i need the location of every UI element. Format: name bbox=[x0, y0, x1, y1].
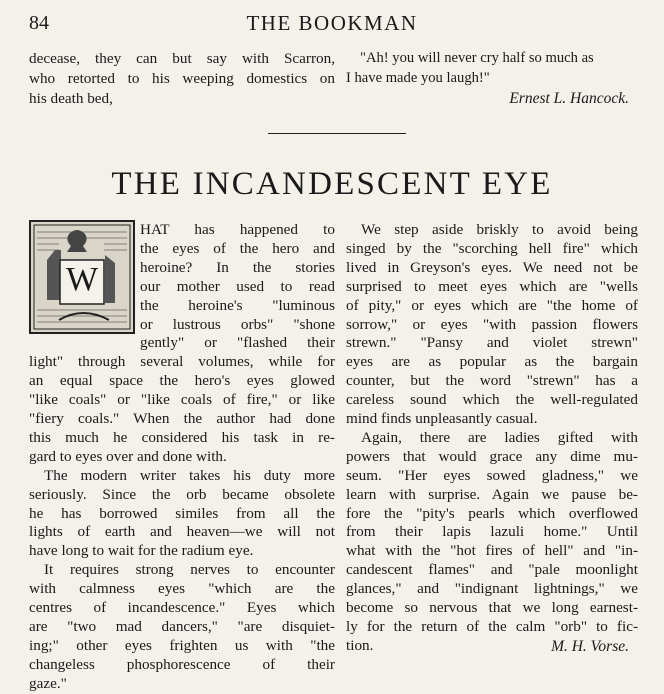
prev-article-line: who retorted to his weeping domestics on bbox=[29, 70, 335, 87]
article-line: tion. bbox=[346, 636, 374, 654]
article-line: have long to wait for the radium eye. bbox=[29, 542, 254, 560]
prev-article-line: his death bed, bbox=[29, 90, 113, 107]
article-line: learn with surprise. Again we pause be- bbox=[346, 485, 638, 503]
article-line: glances," and "indignant lightnings," we bbox=[346, 580, 638, 598]
article-line: or lustrous orbs" "shone bbox=[140, 315, 335, 333]
article-line: heroine? In the stories bbox=[140, 258, 335, 276]
article-line: surprised to meet eyes which are "wells bbox=[346, 277, 638, 295]
article-title: THE INCANDESCENT EYE bbox=[111, 166, 553, 202]
article-line: gaze." bbox=[29, 674, 67, 692]
article-line: from their lapis lazuli home." Until bbox=[346, 523, 638, 541]
article-line: singed by the "scorching hell fire" which bbox=[346, 239, 638, 257]
article-line: candescent flames" and "pale moonlight bbox=[346, 561, 638, 579]
article-line: of pity," or eyes which are "the home of bbox=[346, 296, 638, 314]
article-line: fore the "pity's pearls which overflowed bbox=[346, 504, 638, 522]
article-line: lived in Greyson's eyes. We need not be bbox=[346, 258, 638, 276]
article-line: gard to eyes over and done with. bbox=[29, 447, 227, 465]
prev-article-author: Ernest L. Hancock. bbox=[509, 90, 629, 107]
article-line: sorrow," or eyes "with passion flowers bbox=[346, 315, 638, 333]
article-line: HAT has happened to bbox=[140, 221, 335, 238]
article-line: careless sound which the well-regulated bbox=[346, 391, 638, 409]
journal-title: THE BOOKMAN bbox=[246, 11, 418, 35]
article-line: It requires strong nerves to encounter bbox=[44, 561, 335, 579]
article-line: Again, there are ladies gifted with bbox=[361, 428, 638, 446]
page-number: 84 bbox=[29, 12, 49, 34]
article-line: ing;" other eyes frighten us with "the bbox=[29, 636, 335, 654]
drop-cap-letter: W bbox=[65, 261, 99, 298]
article-line: The modern writer takes his duty more bbox=[44, 466, 335, 484]
article-line: what with the "hot fires of hell" and "in- bbox=[346, 542, 638, 560]
article-line: he has borrowed similes from all the bbox=[29, 504, 335, 522]
article-line: We step aside briskly to avoid being bbox=[361, 221, 638, 238]
article-line: light" through several volumes, while for bbox=[29, 353, 335, 371]
article-line: "fiery coals." When the author had done bbox=[29, 410, 335, 427]
article-line: become so nervous that we long earnest- bbox=[346, 599, 638, 616]
article-line: eyes are as popular as the bargain bbox=[346, 353, 638, 371]
article-line: the eyes of the hero and bbox=[140, 239, 335, 257]
article-line: strewn." "Pansy and violet strewn" bbox=[346, 334, 638, 352]
article-line: seum. "Her eyes sowed gladness," we bbox=[346, 466, 638, 484]
article-line: powers that would grace any dime mu- bbox=[346, 447, 638, 465]
article-line: centres of incandescence." Eyes which bbox=[29, 599, 335, 616]
prev-article-quote: "Ah! you will never cry half so much as bbox=[360, 50, 594, 66]
article-line: an equal space the hero's eyes glowed bbox=[29, 372, 335, 390]
article-author: M. H. Vorse. bbox=[551, 638, 629, 655]
article-line: this much he considered his task in re- bbox=[29, 428, 335, 446]
prev-article-quote: I have made you laugh!" bbox=[346, 70, 490, 86]
article-line: are "two mad dancers," "are disquiet- bbox=[29, 617, 335, 635]
article-line: lights of earth and heaven—we will not bbox=[29, 523, 335, 541]
article-line: "like coals" or "like coals of fire," or like bbox=[29, 391, 335, 409]
prev-article-line: decease, they can but say with Scarron, bbox=[29, 50, 335, 67]
article-line: counter, but the word "strewn" has a bbox=[346, 372, 638, 390]
article-line: gently" or "flashed their bbox=[140, 334, 335, 352]
article-line: mind finds unpleasantly casual. bbox=[346, 410, 538, 427]
article-line: the heroine's "luminous bbox=[140, 296, 335, 314]
article-line: ly for the return of the calm "orb" to fic- bbox=[346, 617, 638, 635]
article-line: with calmness eyes "which are the bbox=[29, 580, 335, 598]
article-line: changeless phosphorescence of their bbox=[29, 655, 335, 673]
article-line: seriously. Since the orb became obsolete bbox=[29, 485, 335, 503]
section-divider bbox=[268, 133, 406, 134]
article-line: our mother used to read bbox=[140, 277, 335, 295]
